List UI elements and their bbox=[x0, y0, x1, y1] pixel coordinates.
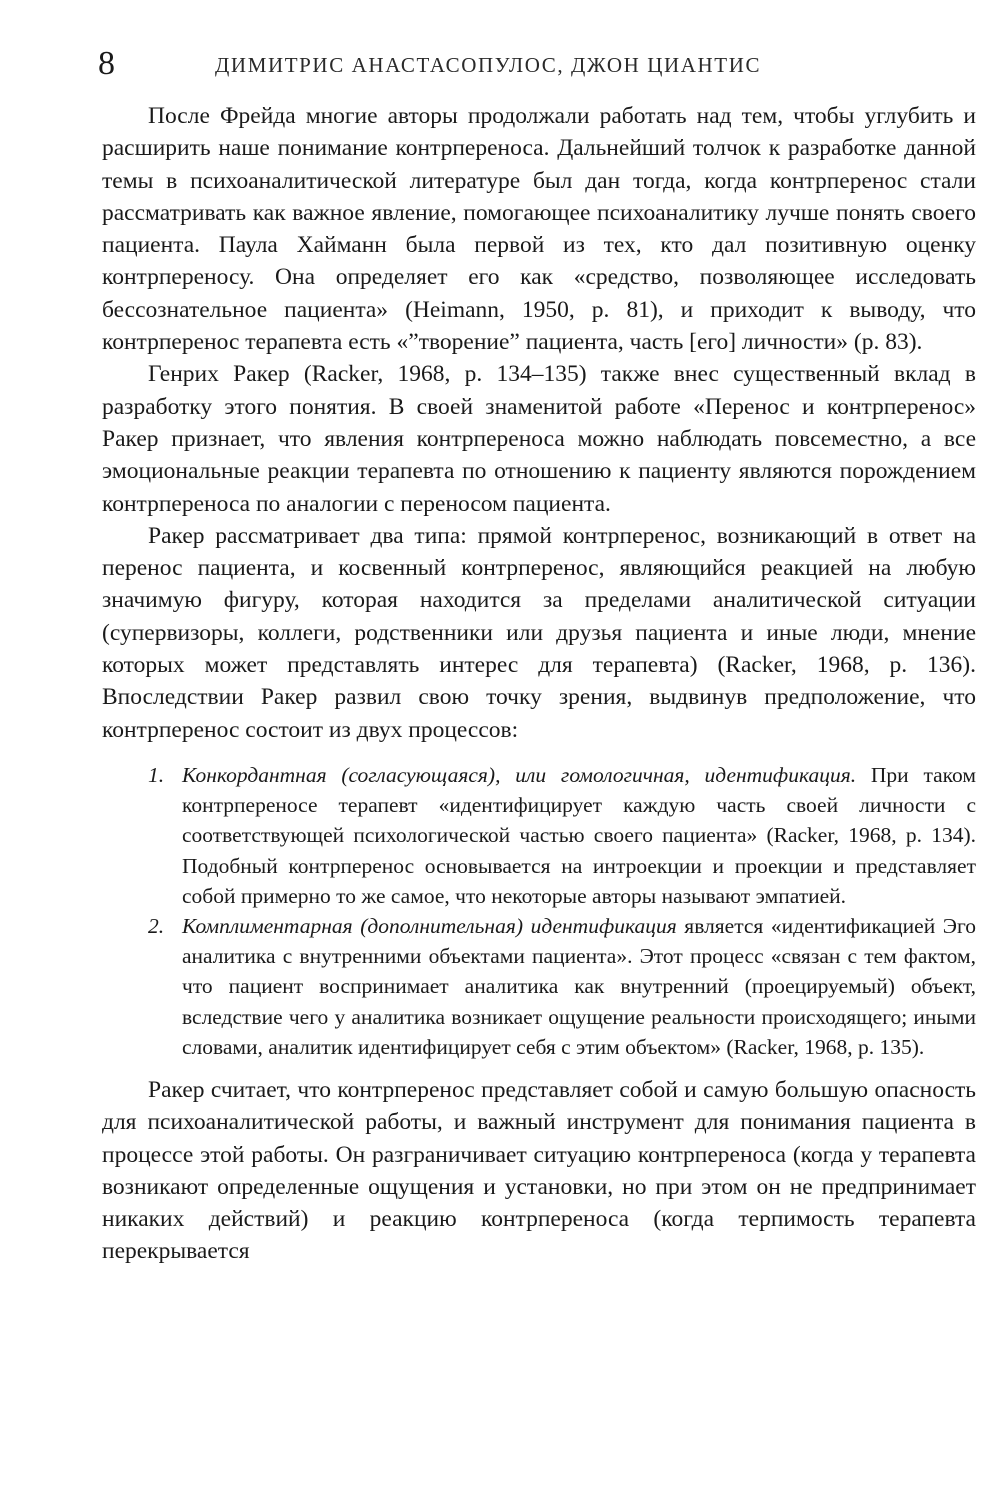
body-text bbox=[102, 100, 976, 1268]
list-number: 1. bbox=[148, 762, 165, 787]
list-term: Комплиментарная (дополнительная) идентификация bbox=[182, 913, 677, 938]
paragraph-4: Ракер считает, что контрперенос представляет собой и самую большую опасность для психоаналитической работы, и важный инструмент для понимания пациента в процессе этой работы. Он разграничивает ситуацию контрпереноса (когда у терапевта возникают определенные ощущения и установки, но при этом он не предпринимает никаких действий) и реакцию контрпереноса (когда терпимость терапевта перекрывается bbox=[102, 1076, 976, 1265]
paragraph-2: Генрих Ракер (Racker, 1968, p. 134–135) также внес существенный вклад в разработку этого понятия. В своей знаменитой работе «Перенос и контрперенос» Ракер признает, что явления контрпереноса можно наблюдать повсеместно, а все эмоциональные реакции терапевта по отношению к пациенту являются порождением контрпереноса по аналогии с переносом пациента. bbox=[102, 361, 976, 517]
list-item bbox=[102, 911, 976, 1062]
identification-list bbox=[102, 760, 976, 1062]
page-header bbox=[98, 44, 978, 84]
paragraph-1: После Фрейда многие авторы продолжали работать над тем, чтобы углубить и расширить наше понимание контрпереноса. Дальнейший толчок к разработке данной темы в психоаналитической литературе был дан тогда, когда контрперенос стали рассматривать как важное явление, помогающее психоаналитику лучше понять своего пациента. Паула Хайманн была первой из тех, кто дал позитивную оценку контрпереносу. Она определяет его как «средство, позволяющее исследовать бессознательное пациента» (Heimann, 1950, p. 81), и приходит к выводу, что контрперенос терапевта есть «”творение” пациента, часть [его] личности» (p. 83). bbox=[102, 103, 976, 356]
list-number: 2. bbox=[148, 913, 165, 938]
paragraph-3: Ракер рассматривает два типа: прямой контрперенос, возникающий в ответ на перенос пациента, и косвенный контрперенос, являющийся реакцией на любую значимую фигуру, которая находится за пределами аналитической ситуации (супервизоры, коллеги, родственники или друзья пациента и иные люди, мнение которых может представлять интерес для терапевта) (Racker, 1968, p. 136). Впоследствии Ракер развил свою точку зрения, выдвинув предположение, что контрперенос состоит из двух процессов: bbox=[102, 522, 976, 743]
list-term: Конкордантная (согласующаяся), или гомологичная, идентификация. bbox=[182, 762, 857, 787]
page-number: 8 bbox=[98, 45, 115, 82]
list-text: является «идентификацией Эго аналитика с внутренними объектами пациента». Этот процесс «связан с тем фактом, что пациент воспринимает аналитика как внутренний (проецируемый) объект, вследствие чего у аналитика возникает ощущение реальности происходящего; иными словами, аналитик идентифицирует себя с этим объектом» (Racker, 1968, p. 135). bbox=[182, 913, 976, 1059]
running-head: ДИМИТРИС АНАСТАСОПУЛОС, ДЖОН ЦИАНТИС bbox=[215, 53, 762, 77]
list-text: При таком контрпереносе терапевт «идентифицирует каждую часть своей личности с соответствующей психологической частью своего пациента» (Racker, 1968, p. 134). Подобный контрперенос основывается на интроекции и проекции и представляет собой примерно то же самое, что некоторые авторы называют эмпатией. bbox=[182, 762, 976, 908]
list-item bbox=[102, 760, 976, 911]
